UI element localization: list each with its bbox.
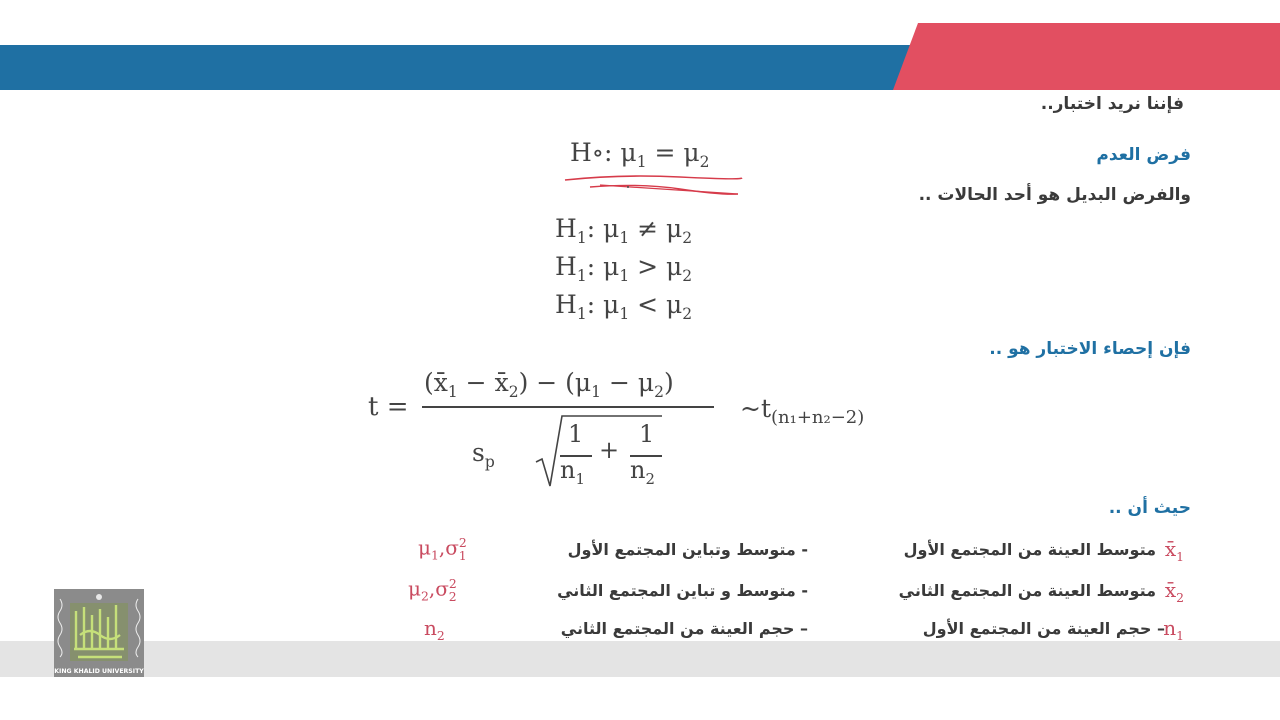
- header-red-bar: [893, 23, 1280, 90]
- logo-emblem-icon: [54, 589, 144, 669]
- t-distribution: $\sim t_{(n_1+n_2-2)}$: [740, 394, 865, 428]
- intro-text: فإننا نريد اختبار..: [1040, 94, 1184, 114]
- def-left-text-2: - متوسط و تباين المجتمع الثاني: [557, 581, 808, 600]
- alt-hypothesis-lt: $H_1$: $\mu_1 < \mu_2$: [555, 290, 693, 323]
- t-numerator: ($x̄_1$ − $x̄_2) - (\mu_1 - \mu_2)$: [424, 368, 674, 401]
- def-left-text-3: – حجم العينة من المجتمع الثاني: [560, 619, 808, 638]
- t-equals: t =: [368, 392, 409, 422]
- alt-hypothesis-gt: $H_1$: $\mu_1 > \mu_2$: [555, 252, 693, 285]
- header-blue-bar: [0, 45, 930, 90]
- red-underline-annotation: [560, 172, 750, 202]
- main-fraction-bar: [422, 406, 714, 408]
- def-left-symbol-2: $\mu_2,\sigma^2_2$: [408, 576, 457, 604]
- def-right-text-3: – حجم العينة من المجتمع الأول: [922, 619, 1165, 638]
- inner-plus: +: [599, 436, 620, 464]
- inner-num-2: 1: [639, 420, 655, 448]
- null-hypothesis-label: فرض العدم: [1096, 145, 1191, 165]
- def-right-symbol-1: $x̄_1$: [1164, 537, 1184, 564]
- inner-den-2: $n_2$: [630, 456, 655, 488]
- inner-num-1: 1: [568, 420, 584, 448]
- pooled-sd: $s_p$: [472, 438, 495, 471]
- def-left-symbol-1: $\mu_1,\sigma^2_1$: [418, 535, 467, 563]
- footer-band: [0, 641, 1280, 677]
- test-statistic-label: فإن إحصاء الاختبار هو ..: [989, 339, 1191, 359]
- def-right-text-2: متوسط العينة من المجتمع الثاني: [898, 581, 1156, 600]
- inner-den-1: $n_1$: [560, 456, 585, 488]
- null-hypothesis-formula: H∘: $\mu_1 = \mu_2$: [570, 138, 710, 171]
- university-logo: [54, 589, 144, 677]
- def-right-text-1: متوسط العينة من المجتمع الأول: [903, 540, 1156, 559]
- def-right-symbol-2: $x̄_2$: [1164, 578, 1184, 605]
- alt-hypothesis-ne: $H_1$: $\mu_1 \ne \mu_2$: [555, 214, 693, 247]
- where-label: حيث أن ..: [1108, 498, 1191, 518]
- alternative-hypothesis-label: والفرض البديل هو أحد الحالات ..: [918, 185, 1191, 205]
- def-left-symbol-3: $n_2$: [424, 616, 445, 643]
- logo-caption: KING KHALID UNIVERSITY: [54, 668, 144, 675]
- def-left-text-1: - متوسط وتباين المجتمع الأول: [567, 540, 808, 559]
- def-right-symbol-3: $n_1$: [1163, 616, 1184, 643]
